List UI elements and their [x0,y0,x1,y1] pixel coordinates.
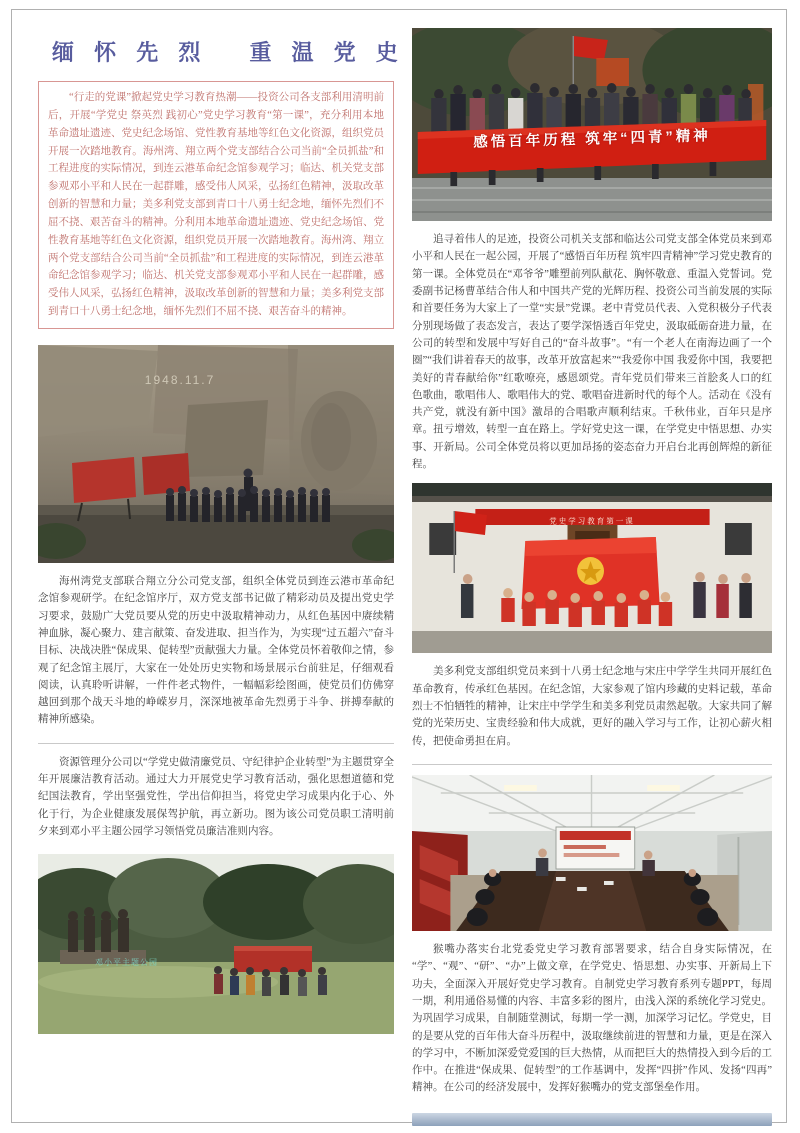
intro-highlight-box [38,81,394,329]
photo-meeting-room [412,775,772,931]
banner-photo-illustration [412,28,772,221]
newsletter-page [11,9,787,1123]
page-title: 缅 怀 先 烈 重 温 党 史 [52,40,405,65]
right-column [412,28,772,1126]
flag-photo-illustration [412,483,772,653]
intro-highlight-text: “行走的党课”掀起党史学习教育热潮——投资公司各支部利用清明前后，开展“学党史 祭英烈 践初心”党史学习教育“第一课”，充分利用本地革命遗址遗迹、党史纪念场馆、党性教育基地等红色文化资源，组织党员开展一次踏地教育。海州湾、翔立两个党支部结合公司当前“全员抓盐”和工程进度的实际情况，到连云港革命纪念馆参观学习；临达、机关党支部参观邓小平和人民在一起群雕，感受伟人风采，弘扬红色精神，汲取改革创新的智慧和力量；美多利党支部到青口十八勇士纪念地，缅怀先烈们不屈不挠、艰苦奋斗的精神。分利用本地革命遗址遗迹、党史纪念场馆、党性教育基地等红色文化资源，组织党员开展一次踏地教育。海州湾、翔立两个党支部结合公司当前“全员抓盐”和工程进度的实际情况，到连云港革命纪念馆参观学习；临达、机关党支部参观邓小平和人民在一起群雕，感受伟人风采，弘扬红色精神，汲取改革创新的智慧和力量；美多利党支部到青口十八勇士纪念地，缅怀先烈们不屈不挠、艰苦奋斗的精神。 [48,92,384,318]
paragraph-ziyuan: 资源管理分公司以“学党史做清廉党员、守纪律护企业转型”为主题贯穿全年开展廉洁教育活动。通过大力开展党史学习教育活动，强化思想道德和党纪国法教育，学出坚强党性，学出信仰担当，将党史学习成果内化于心、外化于行，为企业健康发展保驾护航，再立新功。图为该公司党员职工清明前夕来到邓小平主题公园学习领悟党员廉洁准则内容。 [38,756,394,838]
two-column-layout [38,28,772,1126]
park-photo-illustration [38,854,394,1034]
photo-memorial-relief-wall [38,345,394,563]
paragraph-zhuixun: 追寻着伟人的足迹，投资公司机关支部和临达公司党支部全体党员来到邓小平和人民在一起公园，开展了“感悟百年历程 筑牢四青精神”学习党史教育的第一课。全体党员在“邓爷爷”雕塑前列队献花、胸怀敬意、重温入党誓词。党委副书记杨曹革结合伟人和中国共产党的光辉历程、投资公司当前发展的实际和首要任务为大家上了一堂“实景”党课。老中青党员代表、入党积极分子代表分别现场做了表态发言，表达了要学深悟透百年党史，汲取砥砺奋进力量，在公司的转型和发展中写好自己的“奋斗故事”。“有一个老人在南海边画了一个圈”“我们讲着春天的故事，改革开放富起来”“我爱你中国 我爱你中国，我要把美好的青春献给你”红歌嘹亮，感恩颂党。青年党员们带来三首脍炙人口的红色歌曲，歌唱伟人、歌唱伟大的党、歌唱奋进新时代的每个人。活动在《没有共产党，就没有新中国》激昂的合唱歌声顺利结束。千秋伟业，百年只是序章。扭亏增效，转型一直在路上。学好党史这一课，在学党史中悟思想、办实事、开新局。公司全体党员将以更加昂扬的姿态奋力开启台北再创辉煌的新征程。 [412,234,772,471]
photo-banner-group [412,28,772,221]
footer-decorative-bar [412,1113,772,1126]
paragraph-haizhouwan: 海州湾党支部联合翔立分公司党支部，组织全体党员到连云港市革命纪念馆参观研学。在纪念馆序厅，双方党支部书记做了精彩动员及提出党史学习要求，鼓励广大党员要从党的历史中汲取精神动力，从红色基因中赓续精神血脉，凝心聚力、建言献策、奋发进取、担当作为，为实现“过五超六”奋斗目标、决战决胜“保成果、促转型”贡献强大力量。全体党员怀着敬仰之情，参观了纪念馆主展厅，大家在一处处历史实物和场景展示台前驻足，仔细观看阅读，认真聆听讲解，一件件老式物件，一幅幅彩绘图画，使党员们仿佛穿越回到那个战天斗地的峥嵘岁月，深深地被革命先烈勇于斗争、拼搏奉献的精神所感染。 [38,575,394,726]
hanging-banner-label: 党史学习教育第一课 [549,516,635,526]
paragraph-houzui: 猴嘴办落实台北党委党史学习教育部署要求，结合自身实际情况，在“学”、“观”、“研”、“办”上做文章，在学党史、悟思想、办实事、开新局上下功夫，全面深入开展好党史学习教育。自制党史学习教育系列专题PPT，每周一期，利用通俗易懂的内容、丰富多彩的图片，由浅入深的系统化学习党史。为巩固学习成果，自制随堂测试，每期一学一测，加深学习记忆。学党史，目的是要从党的百年伟大奋斗历程中，汲取继续前进的智慧和力量，更是在深入的学习中，不断加深爱党爱国的巨大热情，从而把巨大的热情投入到今后的工作中。在推进“保成果、促转型”的工作基调中，发挥“四拼”作风、发扬“四再”精神。在公司的经济发展中，发挥好猴嘴办的党支部堡垒作用。 [412,943,772,1094]
section-divider [412,764,772,765]
meeting-photo-illustration [412,775,772,931]
photo-flag-group [412,483,772,653]
memorial-photo-illustration [38,345,394,563]
section-divider [38,743,394,744]
park-sign-label: 邓小平主题公园 [94,957,158,967]
carved-date-label: 1948.11.7 [144,373,216,388]
left-column [38,28,405,1126]
paragraph-meiduoli: 美多利党支部组织党员来到十八勇士纪念地与宋庄中学学生共同开展红色革命教育，传承红色基因。在纪念馆，大家参观了馆内珍藏的史料记载，革命烈士不怕牺牲的精神，让宋庄中学学生和美多利党员肃然起敬。大家共同了解党的光荣历史、宝贵经验和伟大成就，更好的融入学习与工作，让初心薪火相传，把使命勇担在肩。 [412,666,772,747]
red-banner-slogan: 感悟百年历程 筑牢“四青”精神 [473,128,711,151]
photo-deng-theme-park [38,854,394,1034]
